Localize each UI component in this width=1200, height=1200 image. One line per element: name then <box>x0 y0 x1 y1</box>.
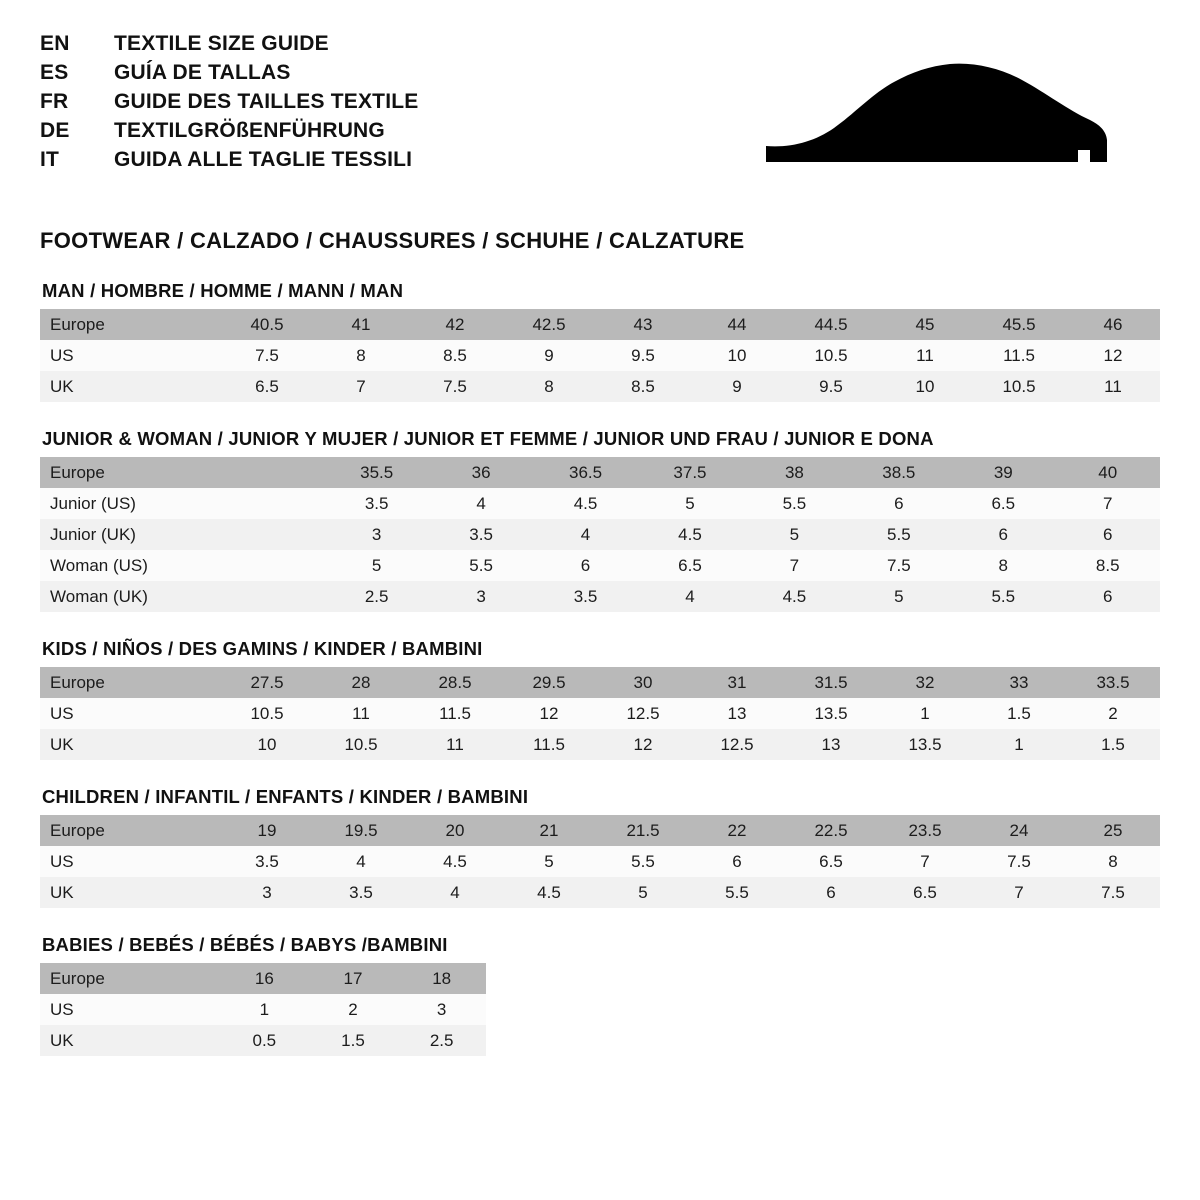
row-label: Europe <box>40 963 220 994</box>
cell: 11 <box>878 340 972 371</box>
cell: 6 <box>847 488 951 519</box>
cell: 7.5 <box>1066 877 1160 908</box>
cell: 6.5 <box>784 846 878 877</box>
cell: 5.5 <box>690 877 784 908</box>
cell: 4 <box>429 488 533 519</box>
cell: 27.5 <box>220 667 314 698</box>
cell: 4.5 <box>502 877 596 908</box>
cell: 31.5 <box>784 667 878 698</box>
size-table-man <box>40 309 1160 402</box>
table-row <box>40 963 486 994</box>
cell: 44.5 <box>784 309 878 340</box>
cell: 5 <box>742 519 846 550</box>
cell: 3 <box>397 994 486 1025</box>
cell: 10.5 <box>784 340 878 371</box>
language-row <box>40 88 418 117</box>
cell: 32 <box>878 667 972 698</box>
cell: 7 <box>972 877 1066 908</box>
cell: 7 <box>1056 488 1161 519</box>
cell: 4 <box>314 846 408 877</box>
cell: 45.5 <box>972 309 1066 340</box>
cell: 12 <box>1066 340 1160 371</box>
cell: 10.5 <box>972 371 1066 402</box>
language-row <box>40 146 418 175</box>
cell: 41 <box>314 309 408 340</box>
cell: 21.5 <box>596 815 690 846</box>
cell: 10 <box>220 729 314 760</box>
table-row <box>40 877 1160 908</box>
cell: 22.5 <box>784 815 878 846</box>
cell: 39 <box>951 457 1055 488</box>
cell: 8.5 <box>1056 550 1161 581</box>
cell: 5 <box>638 488 742 519</box>
cell: 8 <box>951 550 1055 581</box>
cell: 12 <box>596 729 690 760</box>
section-junior-woman <box>40 428 1160 612</box>
cell: 5 <box>324 550 428 581</box>
cell: 9.5 <box>784 371 878 402</box>
cell: 2.5 <box>324 581 428 612</box>
cell: 9 <box>690 371 784 402</box>
table-row <box>40 550 1160 581</box>
table-row <box>40 519 1160 550</box>
cell: 6 <box>690 846 784 877</box>
cell: 36.5 <box>533 457 637 488</box>
cell: 10.5 <box>220 698 314 729</box>
cell: 42 <box>408 309 502 340</box>
language-title: TEXTILE SIZE GUIDE <box>114 32 329 55</box>
cell: 33.5 <box>1066 667 1160 698</box>
cell: 3.5 <box>324 488 428 519</box>
cell: 6.5 <box>220 371 314 402</box>
table-row <box>40 729 1160 760</box>
row-label: US <box>40 340 220 371</box>
section-title: JUNIOR & WOMAN / JUNIOR Y MUJER / JUNIOR ET FEMME / JUNIOR UND FRAU / JUNIOR E DONA <box>42 428 934 449</box>
language-title: GUÍA DE TALLAS <box>114 61 291 84</box>
cell: 16 <box>220 963 309 994</box>
cell: 17 <box>309 963 398 994</box>
cell: 3.5 <box>220 846 314 877</box>
cell: 6.5 <box>951 488 1055 519</box>
cell: 1.5 <box>972 698 1066 729</box>
row-label: UK <box>40 371 220 402</box>
table-row <box>40 846 1160 877</box>
language-code: FR <box>40 90 69 113</box>
cell: 8 <box>314 340 408 371</box>
cell: 43 <box>596 309 690 340</box>
table-row <box>40 994 486 1025</box>
section-children <box>40 786 1160 908</box>
cell: 13.5 <box>878 729 972 760</box>
cell: 36 <box>429 457 533 488</box>
cell: 7.5 <box>847 550 951 581</box>
row-label: Junior (US) <box>40 488 220 519</box>
cell <box>220 550 324 581</box>
cell: 8.5 <box>408 340 502 371</box>
cell: 4.5 <box>408 846 502 877</box>
row-label: UK <box>40 877 220 908</box>
cell: 4.5 <box>742 581 846 612</box>
cell: 10 <box>878 371 972 402</box>
cell: 1 <box>972 729 1066 760</box>
cell: 8 <box>502 371 596 402</box>
cell: 4 <box>533 519 637 550</box>
language-title: GUIDA ALLE TAGLIE TESSILI <box>114 148 413 171</box>
cell: 6.5 <box>638 550 742 581</box>
row-label: Europe <box>40 309 220 340</box>
cell: 18 <box>397 963 486 994</box>
cell: 22 <box>690 815 784 846</box>
cell: 5.5 <box>596 846 690 877</box>
language-row <box>40 30 418 59</box>
table-row <box>40 1025 486 1056</box>
cell: 3.5 <box>429 519 533 550</box>
language-row <box>40 59 418 88</box>
row-label: US <box>40 846 220 877</box>
cell: 11 <box>1066 371 1160 402</box>
cell: 4.5 <box>638 519 742 550</box>
cell: 1.5 <box>1066 729 1160 760</box>
cell: 3 <box>324 519 428 550</box>
cell: 0.5 <box>220 1025 309 1056</box>
table-row <box>40 309 1160 340</box>
section-title: CHILDREN / INFANTIL / ENFANTS / KINDER / BAMBINI <box>42 786 529 807</box>
section-babies <box>40 934 1160 1056</box>
cell: 5.5 <box>429 550 533 581</box>
dress-shoe-icon <box>750 48 1120 198</box>
cell: 13 <box>690 698 784 729</box>
row-label: Europe <box>40 457 220 488</box>
cell: 9.5 <box>596 340 690 371</box>
cell: 7.5 <box>220 340 314 371</box>
cell: 5 <box>596 877 690 908</box>
row-label: UK <box>40 729 220 760</box>
cell: 11.5 <box>972 340 1066 371</box>
cell: 5.5 <box>847 519 951 550</box>
cell <box>220 581 324 612</box>
cell: 7.5 <box>972 846 1066 877</box>
size-table-kids <box>40 667 1160 760</box>
language-code: ES <box>40 61 69 84</box>
cell: 29.5 <box>502 667 596 698</box>
cell: 2.5 <box>397 1025 486 1056</box>
language-title: TEXTILGRÖßENFÜHRUNG <box>114 119 385 142</box>
cell: 10.5 <box>314 729 408 760</box>
cell: 6 <box>1056 581 1161 612</box>
cell: 13 <box>784 729 878 760</box>
cell: 3.5 <box>533 581 637 612</box>
cell: 45 <box>878 309 972 340</box>
cell: 5 <box>847 581 951 612</box>
row-label: US <box>40 994 220 1025</box>
cell: 37.5 <box>638 457 742 488</box>
cell: 24 <box>972 815 1066 846</box>
table-row <box>40 488 1160 519</box>
language-code: IT <box>40 148 60 171</box>
language-row <box>40 117 418 146</box>
cell: 19 <box>220 815 314 846</box>
cell: 10 <box>690 340 784 371</box>
cell: 23.5 <box>878 815 972 846</box>
table-row <box>40 457 1160 488</box>
section-title: BABIES / BEBÉS / BÉBÉS / BABYS /BAMBINI <box>42 934 448 955</box>
cell: 40.5 <box>220 309 314 340</box>
cell: 8 <box>1066 846 1160 877</box>
cell: 7 <box>878 846 972 877</box>
cell: 44 <box>690 309 784 340</box>
table-row <box>40 815 1160 846</box>
table-row <box>40 371 1160 402</box>
cell: 38.5 <box>847 457 951 488</box>
cell: 4.5 <box>533 488 637 519</box>
cell: 6.5 <box>878 877 972 908</box>
language-title: GUIDE DES TAILLES TEXTILE <box>114 90 419 113</box>
table-row <box>40 698 1160 729</box>
cell: 13.5 <box>784 698 878 729</box>
category-heading: FOOTWEAR / CALZADO / CHAUSSURES / SCHUHE / CALZATURE <box>40 228 745 253</box>
cell: 3 <box>220 877 314 908</box>
cell: 5.5 <box>742 488 846 519</box>
cell: 6 <box>533 550 637 581</box>
cell: 11.5 <box>408 698 502 729</box>
cell: 6 <box>784 877 878 908</box>
page-header <box>40 30 1160 198</box>
section-title: MAN / HOMBRE / HOMME / MANN / MAN <box>42 280 404 301</box>
cell <box>220 519 324 550</box>
cell: 4 <box>408 877 502 908</box>
row-label: UK <box>40 1025 220 1056</box>
cell: 1 <box>220 994 309 1025</box>
cell: 8.5 <box>596 371 690 402</box>
table-row <box>40 667 1160 698</box>
section-kids <box>40 638 1160 760</box>
cell: 1.5 <box>309 1025 398 1056</box>
row-label: Junior (UK) <box>40 519 220 550</box>
cell: 9 <box>502 340 596 371</box>
cell: 6 <box>951 519 1055 550</box>
cell: 12.5 <box>690 729 784 760</box>
cell: 28.5 <box>408 667 502 698</box>
cell: 7 <box>314 371 408 402</box>
row-label: Europe <box>40 815 220 846</box>
row-label: Europe <box>40 667 220 698</box>
cell: 6 <box>1056 519 1161 550</box>
cell: 3.5 <box>314 877 408 908</box>
cell: 4 <box>638 581 742 612</box>
cell <box>220 488 324 519</box>
cell: 28 <box>314 667 408 698</box>
cell: 12 <box>502 698 596 729</box>
cell: 7 <box>742 550 846 581</box>
cell: 35.5 <box>324 457 428 488</box>
cell: 33 <box>972 667 1066 698</box>
cell: 30 <box>596 667 690 698</box>
row-label: Woman (UK) <box>40 581 220 612</box>
cell: 19.5 <box>314 815 408 846</box>
section-man <box>40 280 1160 402</box>
cell: 25 <box>1066 815 1160 846</box>
cell: 2 <box>309 994 398 1025</box>
size-table-junior-woman <box>40 457 1160 612</box>
cell: 46 <box>1066 309 1160 340</box>
cell: 12.5 <box>596 698 690 729</box>
cell: 21 <box>502 815 596 846</box>
language-code: DE <box>40 119 70 142</box>
table-row <box>40 581 1160 612</box>
section-title: KIDS / NIÑOS / DES GAMINS / KINDER / BAMBINI <box>42 638 483 659</box>
cell: 1 <box>878 698 972 729</box>
cell: 31 <box>690 667 784 698</box>
row-label: Woman (US) <box>40 550 220 581</box>
cell: 40 <box>1056 457 1161 488</box>
cell: 2 <box>1066 698 1160 729</box>
row-label: US <box>40 698 220 729</box>
cell: 20 <box>408 815 502 846</box>
size-table-babies <box>40 963 486 1056</box>
table-row <box>40 340 1160 371</box>
cell: 38 <box>742 457 846 488</box>
cell: 5.5 <box>951 581 1055 612</box>
cell: 11.5 <box>502 729 596 760</box>
cell: 11 <box>314 698 408 729</box>
language-code: EN <box>40 32 70 55</box>
cell: 42.5 <box>502 309 596 340</box>
cell: 11 <box>408 729 502 760</box>
cell: 7.5 <box>408 371 502 402</box>
cell: 3 <box>429 581 533 612</box>
language-title-list <box>40 30 418 175</box>
size-table-children <box>40 815 1160 908</box>
cell <box>220 457 324 488</box>
cell: 5 <box>502 846 596 877</box>
